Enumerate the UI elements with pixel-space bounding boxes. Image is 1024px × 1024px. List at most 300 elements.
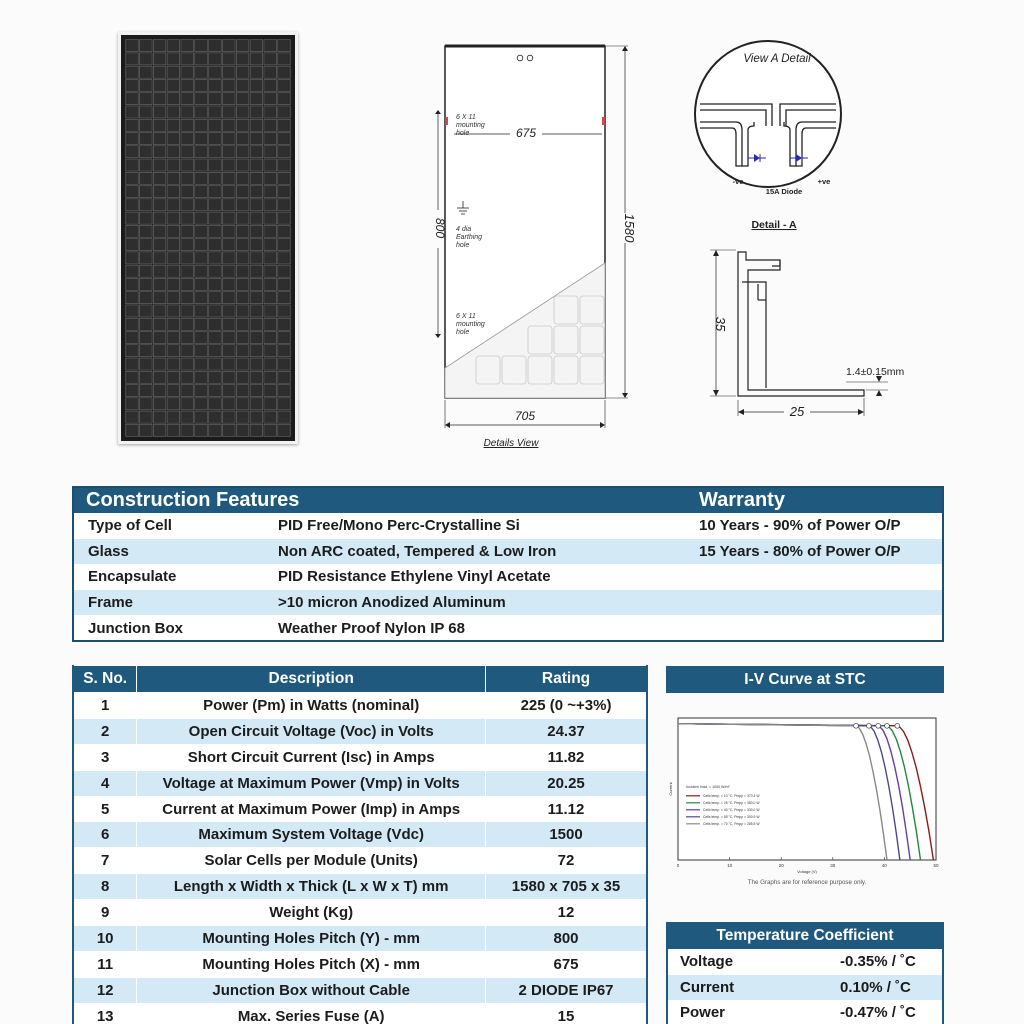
solar-cell: [139, 331, 152, 343]
solar-cell: [264, 398, 277, 410]
solar-cell: [264, 79, 277, 91]
solar-cell: [181, 292, 194, 304]
solar-cell: [181, 119, 194, 131]
solar-cell: [250, 292, 263, 304]
earthing-hole-1: 4 dia: [456, 226, 472, 233]
solar-cell: [250, 132, 263, 144]
solar-cell: [139, 371, 152, 383]
temperature-title: Temperature Coefficient: [716, 926, 894, 944]
solar-cell: [195, 119, 208, 131]
solar-cell: [264, 371, 277, 383]
solar-cell: [153, 146, 166, 158]
spec-sno: 4: [73, 770, 137, 796]
solar-cell: [278, 292, 291, 304]
solar-cell: [167, 371, 180, 383]
solar-cell: [236, 398, 249, 410]
construction-row: [74, 539, 942, 565]
temperature-row: [668, 975, 942, 1001]
dim-705: 705: [514, 409, 536, 423]
solar-cell: [278, 40, 291, 52]
solar-cell: [126, 159, 139, 171]
solar-cell: [264, 93, 277, 105]
solar-cell: [222, 199, 235, 211]
solar-cell: [126, 331, 139, 343]
spec-sno: 6: [73, 822, 137, 848]
solar-cell: [181, 411, 194, 423]
solar-cell: [126, 358, 139, 370]
solar-cell: [236, 411, 249, 423]
header-sno: S. No.: [73, 666, 137, 693]
solar-cell: [250, 159, 263, 171]
legend-entry: Cells temp. = 25 °C, Pmpp = 350.0 W: [703, 801, 760, 805]
solar-cell: [139, 278, 152, 290]
mounting-hole-bottom-1: 6 X 11: [456, 313, 476, 320]
solar-cell: [126, 265, 139, 277]
solar-cell: [195, 106, 208, 118]
solar-cell: [167, 385, 180, 397]
solar-cell: [181, 212, 194, 224]
spec-rating: 15: [486, 1003, 647, 1024]
spec-rating: 225 (0 ~+3%): [486, 693, 647, 719]
solar-cell: [250, 305, 263, 317]
spec-sno: 8: [73, 874, 137, 900]
solar-cell: [181, 106, 194, 118]
solar-cell: [250, 265, 263, 277]
x-tick-label: 50: [933, 863, 939, 868]
mpp-point: [895, 723, 900, 728]
solar-cell: [222, 252, 235, 264]
solar-cell: [278, 345, 291, 357]
solar-cell: [153, 119, 166, 131]
solar-cell: [236, 186, 249, 198]
solar-cell: [236, 371, 249, 383]
solar-cell: [264, 40, 277, 52]
solar-cell: [264, 212, 277, 224]
solar-cell: [250, 93, 263, 105]
iv-curve-title: I-V Curve at STC: [744, 670, 866, 688]
x-tick-label: 30: [830, 863, 836, 868]
solar-cell: [222, 225, 235, 237]
solar-cell: [139, 172, 152, 184]
solar-cell: [278, 119, 291, 131]
solar-cell: [181, 66, 194, 78]
solar-cell: [195, 292, 208, 304]
solar-cell: [250, 146, 263, 158]
solar-cell: [181, 318, 194, 330]
solar-cell: [278, 225, 291, 237]
dim-1580: 1580: [622, 213, 637, 243]
spec-description: Mounting Holes Pitch (X) - mm: [137, 951, 486, 977]
solar-cell: [195, 172, 208, 184]
solar-cell: [264, 66, 277, 78]
solar-cell: [153, 159, 166, 171]
solar-cell: [278, 79, 291, 91]
solar-cell: [167, 398, 180, 410]
legend-entry: Cells temp. = 10 °C, Pmpp = 370.4 W: [703, 794, 760, 798]
solar-cell: [195, 199, 208, 211]
spec-rating: 24.37: [486, 718, 647, 744]
solar-cell: [209, 66, 222, 78]
solar-cell: [209, 79, 222, 91]
solar-cell: [278, 66, 291, 78]
solar-cell: [236, 212, 249, 224]
construction-header: [74, 488, 942, 513]
solar-cell: [236, 278, 249, 290]
solar-cell: [126, 225, 139, 237]
construction-row: [74, 590, 942, 616]
solar-cell: [153, 132, 166, 144]
solar-cell: [195, 358, 208, 370]
solar-cell: [167, 345, 180, 357]
spec-sno: 9: [73, 900, 137, 926]
solar-cell: [209, 212, 222, 224]
construction-row: [74, 615, 942, 641]
dim-35: 35: [713, 316, 728, 332]
solar-cell: [209, 159, 222, 171]
solar-cell: [222, 119, 235, 131]
iv-note: The Graphs are for reference purpose only.: [747, 879, 867, 886]
solar-cell: [167, 40, 180, 52]
solar-cell: [181, 331, 194, 343]
solar-cell: [236, 53, 249, 65]
solar-cell: [264, 385, 277, 397]
solar-cell: [139, 66, 152, 78]
solar-cell: [153, 398, 166, 410]
spec-row: [73, 848, 647, 874]
spec-description: Short Circuit Current (Isc) in Amps: [137, 744, 486, 770]
solar-cell: [209, 358, 222, 370]
solar-cell: [209, 186, 222, 198]
solar-cell: [278, 159, 291, 171]
spec-rating: 2 DIODE IP67: [486, 977, 647, 1003]
solar-cell: [222, 66, 235, 78]
solar-cell: [167, 212, 180, 224]
solar-cell: [195, 345, 208, 357]
solar-cell: [126, 40, 139, 52]
solar-cell: [181, 159, 194, 171]
spec-row: [73, 926, 647, 952]
spec-sno: 5: [73, 796, 137, 822]
solar-cell: [195, 278, 208, 290]
temperature-key: Power: [680, 1004, 726, 1022]
solar-cell: [126, 411, 139, 423]
solar-cell: [209, 93, 222, 105]
solar-cell: [278, 212, 291, 224]
solar-cell: [181, 40, 194, 52]
solar-cell: [153, 411, 166, 423]
construction-features-table: [72, 486, 944, 642]
solar-cell: [181, 252, 194, 264]
solar-cell: [222, 40, 235, 52]
solar-cell: [195, 132, 208, 144]
solar-cell: [250, 371, 263, 383]
construction-key: Junction Box: [88, 619, 184, 637]
spec-sno: 10: [73, 926, 137, 952]
solar-panel-image: [118, 32, 298, 444]
temperature-header: [668, 922, 942, 949]
x-tick-label: 20: [778, 863, 784, 868]
spec-sno: 3: [73, 744, 137, 770]
view-a-title: View A Detail: [743, 53, 811, 65]
solar-cell: [209, 252, 222, 264]
solar-cell: [126, 292, 139, 304]
solar-cell: [153, 345, 166, 357]
solar-cell: [139, 305, 152, 317]
solar-cell: [181, 199, 194, 211]
solar-cell: [236, 239, 249, 251]
spec-description: Current at Maximum Power (Imp) in Amps: [137, 796, 486, 822]
solar-cell: [250, 345, 263, 357]
solar-cell: [250, 172, 263, 184]
solar-cell: [139, 398, 152, 410]
spec-row: [73, 770, 647, 796]
solar-cell: [250, 212, 263, 224]
solar-cell: [139, 358, 152, 370]
legend-entry: Cells temp. = 70 °C, Pmpp = 285.5 W: [703, 822, 760, 826]
solar-cell: [264, 225, 277, 237]
solar-cell: [278, 172, 291, 184]
solar-cell: [236, 199, 249, 211]
solar-cell: [209, 265, 222, 277]
spec-row: [73, 977, 647, 1003]
solar-cell: [181, 265, 194, 277]
solar-cell: [222, 411, 235, 423]
solar-cell: [195, 385, 208, 397]
solar-cell: [264, 318, 277, 330]
solar-cell: [250, 239, 263, 251]
legend-title: Incident Irrad. = 1000 W/m²: [686, 785, 730, 789]
solar-cell: [139, 186, 152, 198]
solar-cell: [167, 93, 180, 105]
header-rating: Rating: [486, 666, 647, 693]
spec-rating: 675: [486, 951, 647, 977]
solar-cell: [222, 278, 235, 290]
solar-cell: [153, 53, 166, 65]
mpp-point: [867, 723, 872, 728]
construction-value: Weather Proof Nylon IP 68: [278, 619, 465, 637]
solar-cell: [278, 53, 291, 65]
spec-rating: 12: [486, 900, 647, 926]
spec-rating: 800: [486, 926, 647, 952]
solar-cell: [153, 331, 166, 343]
solar-cell: [236, 358, 249, 370]
solar-cell: [181, 172, 194, 184]
spec-sno: 7: [73, 848, 137, 874]
solar-cell: [222, 79, 235, 91]
solar-cell: [264, 305, 277, 317]
spec-row: [73, 822, 647, 848]
solar-cell: [236, 345, 249, 357]
solar-cell: [209, 345, 222, 357]
spec-sno: 2: [73, 718, 137, 744]
solar-cell: [139, 79, 152, 91]
solar-cell: [236, 132, 249, 144]
legend-entry: Cells temp. = 40 °C, Pmpp = 330.0 W: [703, 808, 760, 812]
solar-cell: [195, 40, 208, 52]
solar-cell: [195, 305, 208, 317]
solar-cell: [139, 292, 152, 304]
solar-cell: [236, 305, 249, 317]
solar-cell: [250, 398, 263, 410]
solar-cell: [250, 331, 263, 343]
solar-cell: [167, 252, 180, 264]
solar-cell: [236, 66, 249, 78]
solar-cell: [167, 265, 180, 277]
spec-description: Weight (Kg): [137, 900, 486, 926]
solar-cell: [126, 385, 139, 397]
mpp-point: [885, 723, 890, 728]
solar-cell: [167, 305, 180, 317]
solar-cell: [181, 371, 194, 383]
spec-row: [73, 744, 647, 770]
solar-cell: [236, 172, 249, 184]
solar-cell: [126, 53, 139, 65]
solar-cell: [250, 40, 263, 52]
solar-cell: [139, 199, 152, 211]
solar-cell: [126, 146, 139, 158]
solar-cell: [278, 305, 291, 317]
construction-value: Non ARC coated, Tempered & Low Iron: [278, 542, 557, 560]
solar-cell: [167, 132, 180, 144]
solar-cell: [250, 119, 263, 131]
detail-caption: Detail - A: [751, 219, 797, 231]
solar-cell: [222, 265, 235, 277]
earthing-hole-2: Earthing: [456, 234, 483, 241]
solar-cell: [153, 172, 166, 184]
warranty-value: 10 Years - 90% of Power O/P: [699, 517, 901, 535]
solar-cell: [181, 358, 194, 370]
solar-cell: [126, 66, 139, 78]
solar-cell: [236, 93, 249, 105]
spec-description: Power (Pm) in Watts (nominal): [137, 693, 486, 719]
specification-table: [72, 665, 648, 1024]
temperature-value: -0.47% / ˚C: [840, 1004, 916, 1022]
solar-cell: [181, 305, 194, 317]
spec-description: Voltage at Maximum Power (Vmp) in Volts: [137, 770, 486, 796]
solar-cell: [264, 146, 277, 158]
solar-cell: [167, 159, 180, 171]
solar-cell: [250, 385, 263, 397]
spec-rating: 11.12: [486, 796, 647, 822]
solar-cell: [236, 40, 249, 52]
spec-description: Maximum System Voltage (Vdc): [137, 822, 486, 848]
solar-cell: [126, 172, 139, 184]
solar-cell: [264, 106, 277, 118]
solar-cell: [236, 146, 249, 158]
spec-header-row: [73, 666, 647, 693]
spec-row: [73, 796, 647, 822]
solar-cell: [222, 53, 235, 65]
solar-cell: [181, 398, 194, 410]
solar-cell: [195, 53, 208, 65]
mounting-hole-top-3: hole: [456, 130, 470, 137]
solar-cell: [209, 331, 222, 343]
solar-cell: [126, 252, 139, 264]
spec-rating: 20.25: [486, 770, 647, 796]
earthing-hole-3: hole: [456, 242, 470, 249]
solar-cell: [264, 159, 277, 171]
solar-cell: [236, 119, 249, 131]
mpp-point: [876, 723, 881, 728]
temperature-value: 0.10% / ˚C: [840, 978, 911, 996]
spec-rating: 1500: [486, 822, 647, 848]
solar-cell: [250, 66, 263, 78]
spec-row: [73, 1003, 647, 1024]
x-tick-label: 0: [676, 863, 680, 868]
neg-label: -ve: [732, 177, 744, 186]
solar-cell: [153, 252, 166, 264]
solar-cell: [167, 119, 180, 131]
y-axis-label: Current: [668, 782, 673, 796]
solar-cell: [167, 172, 180, 184]
solar-cell: [167, 411, 180, 423]
construction-title: Construction Features: [86, 489, 300, 511]
solar-cell: [209, 292, 222, 304]
solar-cell: [250, 186, 263, 198]
solar-cell: [236, 424, 249, 436]
solar-cell: [209, 318, 222, 330]
details-view-caption: Details View: [483, 438, 539, 449]
solar-cell: [181, 79, 194, 91]
mpp-point: [854, 723, 859, 728]
solar-cell: [195, 239, 208, 251]
solar-cell: [209, 385, 222, 397]
solar-cell: [153, 239, 166, 251]
solar-cell: [209, 40, 222, 52]
spec-description: Max. Series Fuse (A): [137, 1003, 486, 1024]
solar-cell: [209, 132, 222, 144]
mounting-hole-top-2: mounting: [456, 122, 485, 129]
solar-cell: [278, 371, 291, 383]
solar-cell: [126, 119, 139, 131]
header-description: Description: [137, 666, 486, 693]
solar-cell: [139, 119, 152, 131]
spec-description: Length x Width x Thick (L x W x T) mm: [137, 874, 486, 900]
solar-cell: [236, 265, 249, 277]
warranty-title: Warranty: [699, 489, 785, 511]
solar-cell: [181, 225, 194, 237]
solar-cell: [250, 199, 263, 211]
solar-cell: [236, 106, 249, 118]
solar-cell: [139, 345, 152, 357]
solar-cell: [222, 132, 235, 144]
solar-cell: [195, 318, 208, 330]
solar-cell: [222, 424, 235, 436]
solar-cell: [250, 79, 263, 91]
solar-cell: [278, 398, 291, 410]
solar-cell: [195, 66, 208, 78]
solar-cell: [126, 93, 139, 105]
solar-cell: [236, 292, 249, 304]
solar-cell: [153, 186, 166, 198]
solar-cell: [278, 239, 291, 251]
temperature-row: [668, 1000, 942, 1024]
construction-value: PID Resistance Ethylene Vinyl Acetate: [278, 568, 551, 586]
solar-cell: [167, 106, 180, 118]
mounting-hole-bottom-2: mounting: [456, 321, 485, 328]
solar-cell: [278, 278, 291, 290]
solar-cell: [139, 265, 152, 277]
solar-cell: [264, 239, 277, 251]
solar-cell: [222, 358, 235, 370]
solar-cell: [195, 398, 208, 410]
solar-cell: [264, 424, 277, 436]
solar-cell: [167, 292, 180, 304]
solar-cell: [126, 186, 139, 198]
solar-cell: [139, 146, 152, 158]
x-tick-label: 10: [727, 863, 733, 868]
solar-cell: [167, 79, 180, 91]
